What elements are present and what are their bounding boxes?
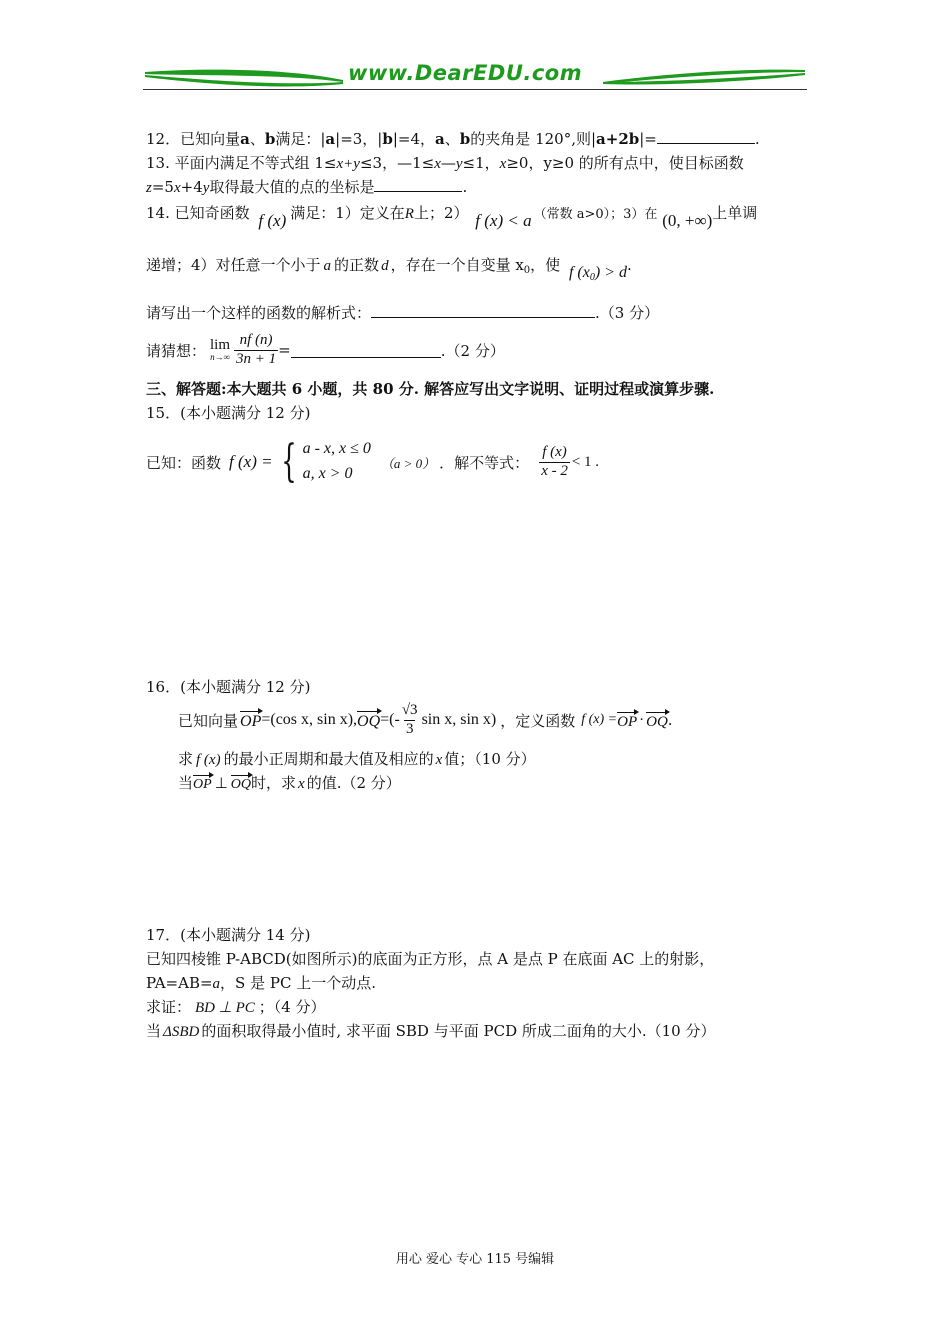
question-16-line2: 求 f (x) 的最小正周期和最大值及相应的 x 值；（10 分） [178, 750, 536, 768]
question-12: 12．已知向量a、b满足：|a|=3，|b|=4，a、b的夹角是 120°,则|a+2b|= . [146, 130, 760, 148]
question-14-guess: 请猜想： lim n→∞ $\frac{nf (n)}{3n + 1}$ = .（2 分） [146, 332, 505, 367]
question-13-line2: z=5x+4y取得最大值的点的坐标是 . [146, 178, 468, 196]
sqrt3-over-3-fraction: $\frac{√3}{3}$ [401, 702, 418, 737]
question-14-line1: 14. 已知奇函数 f (x) 满足：1）定义在R上；2） f (x) < a （常数 a>0）；3）在 (0, +∞)上单调 [146, 204, 758, 230]
header-rule [143, 89, 807, 90]
answer-blank-14a[interactable] [371, 303, 595, 318]
inequality-fraction: $\frac{f (x)}{x - 2}$ [541, 444, 568, 479]
question-17-line2: PA=AB=a，S 是 PC 上一个动点. [146, 974, 376, 992]
question-13-line1: 13. 平面内满足不等式组 1≤x+y≤3，—1≤x—y≤1，x≥0，y≥0 的所有点中，使目标函数 [146, 154, 744, 172]
page-footer: 用心 爱心 专心 115 号编辑 [395, 1252, 555, 1267]
header-logo [143, 60, 808, 92]
answer-blank-14b[interactable] [291, 343, 441, 358]
answer-blank-12[interactable] [657, 129, 755, 144]
question-14-line3: 请写出一个这样的函数的解析式： .（3 分） [146, 304, 660, 322]
question-14-line2: 递增；4）对任意一个小于 a 的正数 d ，存在一个自变量 $x_0$，使 f $(x_0) > d$. [146, 256, 632, 283]
logo-text: www.DearEDU.com [348, 61, 583, 85]
question-16-line3: 当OP ⊥ OQ时，求 x 的值.（2 分） [178, 774, 401, 792]
answer-blank-13[interactable] [374, 177, 462, 192]
question-17-head: 17．(本小题满分 14 分) [146, 926, 311, 944]
section-3-title: 三、解答题:本大题共 6 小题，共 80 分. 解答应写出文字说明、证明过程或演算步骤. [146, 380, 715, 398]
question-17-line4: 当 ΔSBD 的面积取得最小值时, 求平面 SBD 与平面 PCD 所成二面角的大小.（10 分） [146, 1022, 716, 1040]
question-15-head: 15．(本小题满分 12 分) [146, 404, 311, 422]
question-16-line1: 已知向量 OP =(cos x, sin x), OQ =(- $\frac{√3}{3}$ sin x, sin x) ，定义函数 f (x) = OP · OQ . [178, 702, 673, 737]
question-17-line3: 求证： BD ⊥ PC ；（4 分） [146, 998, 326, 1016]
limit-fraction: $\frac{nf (n)}{3n + 1}$ [236, 332, 277, 367]
question-15-body: 已知：函数 f (x) = { a - x, x ≤ 0 a, x > 0 （a > 0） ．解不等式： $\frac{f (x)}{x - 2}$ < 1 . [146, 436, 600, 487]
question-16-head: 16．(本小题满分 12 分) [146, 678, 311, 696]
question-17-line1: 已知四棱锥 P-ABCD(如图所示)的底面为正方形，点 A 是点 P 在底面 AC 上的射影， [146, 950, 715, 968]
